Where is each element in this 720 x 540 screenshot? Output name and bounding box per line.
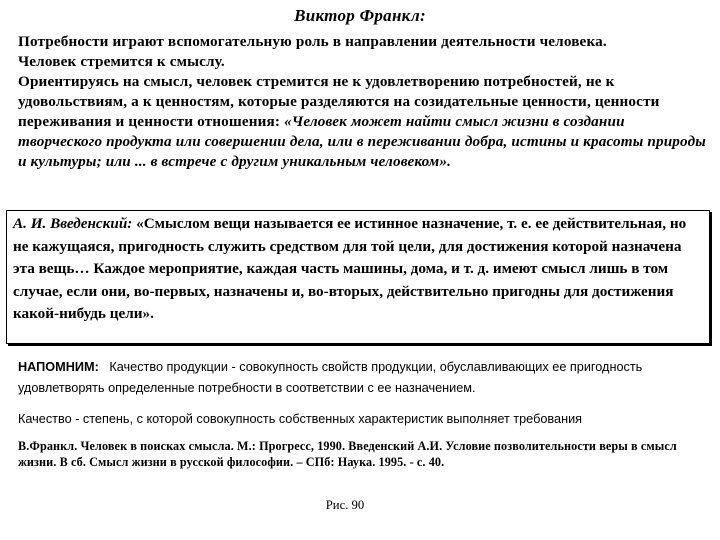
remind-text: Качество продукции - совокупность свойств продукции, обуславливающих ее пригодность удовлетворять определенные потребности в соответствии с ее назначением. [18,360,643,395]
quality-definition: Качество - степень, с которой совокупность собственных характеристик выполняет требования [18,412,583,426]
frankl-values [18,72,708,172]
vvedensky-author: А. И. Введенский: [13,215,133,232]
frankl-values-lead: Ориентируясь на смысл, человек стремится не к удовлетворению потребностей, не к удовольствиям, а к ценностям, которые разделяются на созидательные ценности, ценности переживания и ценности отношения: [18,73,660,130]
vvedensky-quote: «Смыслом вещи называется ее истинное назначение, т. е. ее действительная, но не кажущаяся, пригодность служить средством для той цели, для достижения которой назначена эта вещь… Каждое мероприятие, каждая часть машины, дома, и т. д. имеют смысл лишь в том случае, если они, во-первых, назначены и, во-вторых, действительно пригодны для достижения какой-нибудь цели». [13,215,687,323]
figure-caption: Рис. 90 [325,498,365,512]
frankl-line-needs: Потребности играют вспомогательную роль в направлении деятельности человека. [18,33,607,50]
remind-paragraph [18,357,708,399]
page-title: Виктор Франкл: [294,6,426,25]
remind-label: НАПОМНИМ: [18,360,99,374]
frankl-paragraph [18,32,708,172]
vvedensky-quote-box [6,210,710,344]
frankl-line-meaning: Человек стремится к смыслу. [18,53,225,70]
frankl-quote: «Человек может найти смысл жизни в создании творческого продукта или совершении дела, или в переживании добра, истины и красоты природы и культуры; или ... в встрече с другим уникальным человеком». [18,113,706,170]
references: В.Франкл. Человек в поисках смысла. М.: Прогресс, 1990. Введенский А.И. Условие позволительности веры в смысл жизни. В сб. Смысл жизни в русской философии. – СПб: Наука. 1995. - с. 40. [18,439,677,469]
